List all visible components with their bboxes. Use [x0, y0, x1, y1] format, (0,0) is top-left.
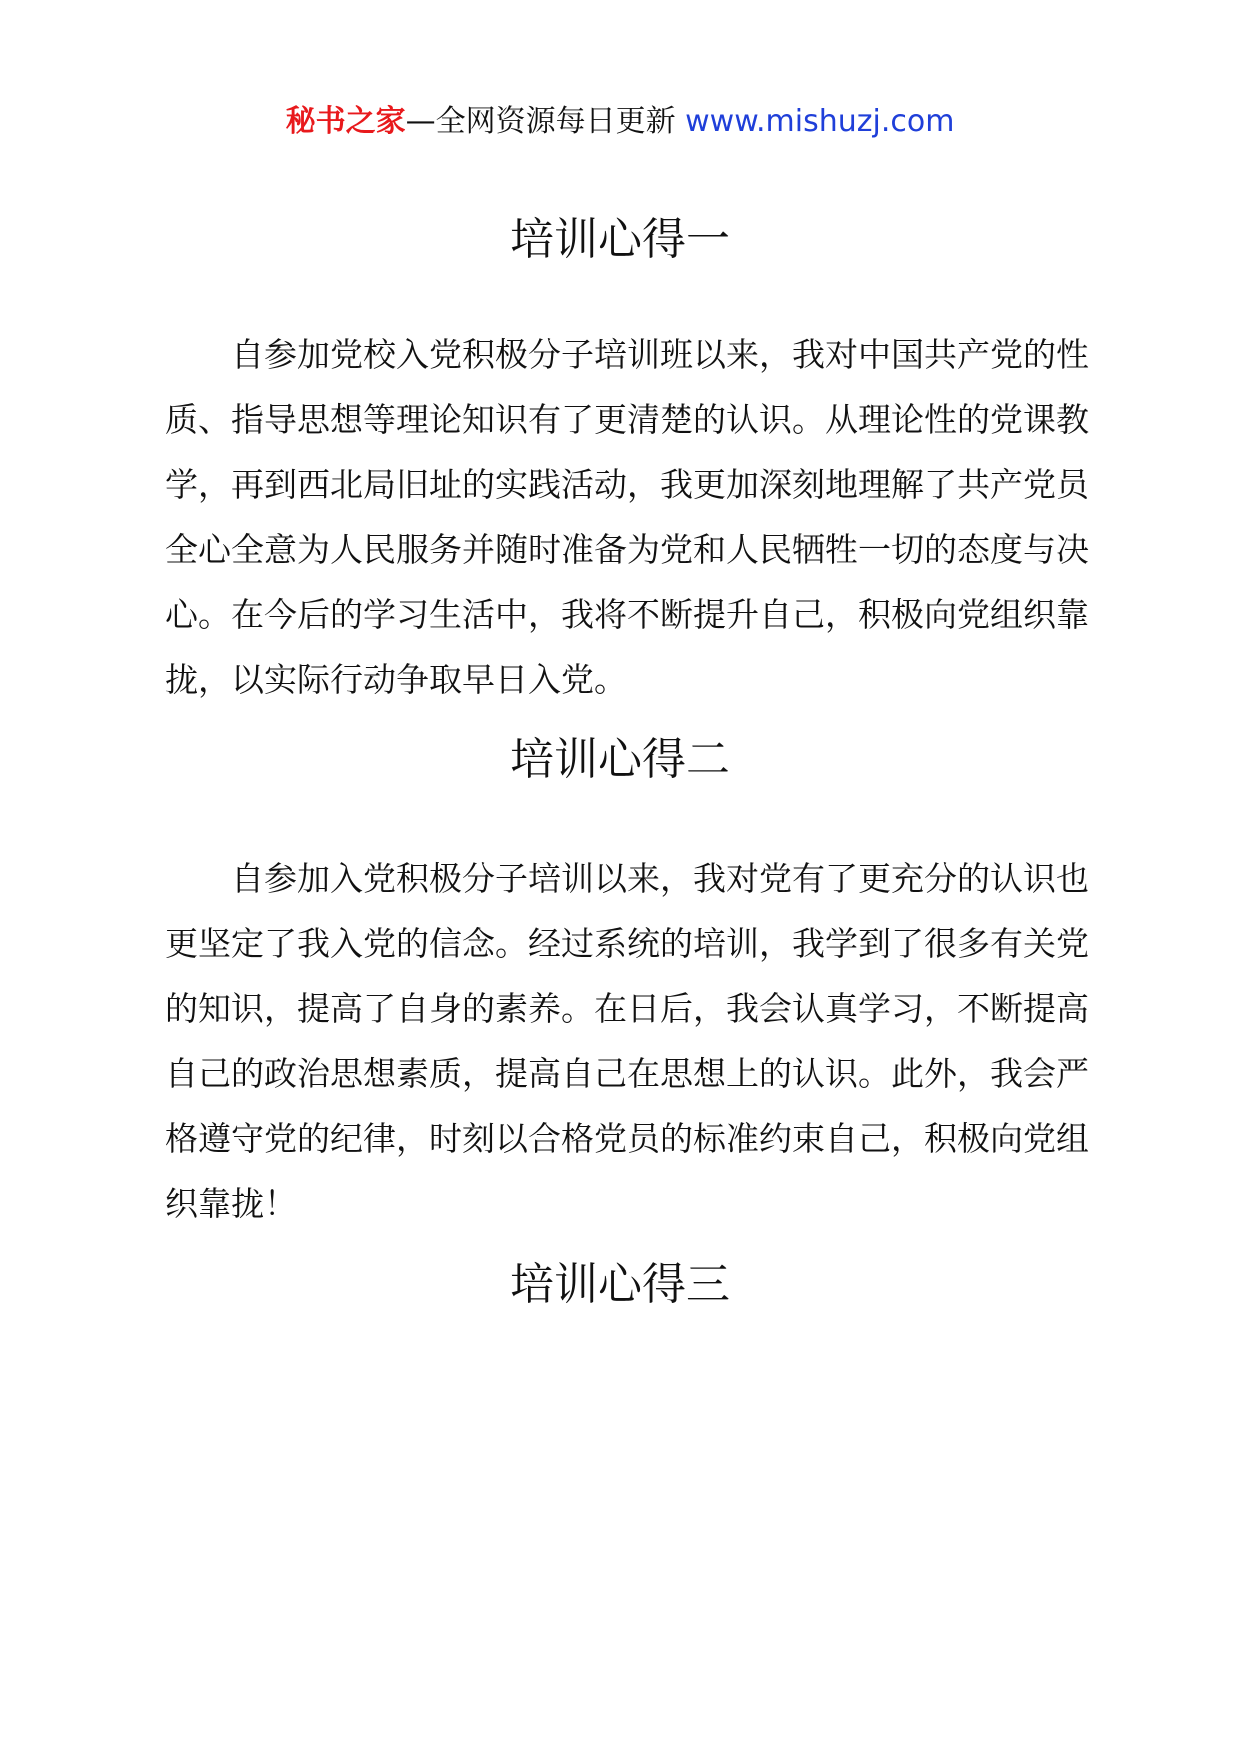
brand-name: 秘书之家	[285, 104, 406, 139]
header-slogan: —全网资源每日更新	[405, 104, 676, 139]
section-title-3: 培训心得三	[510, 1259, 730, 1310]
section-body-2: 自参加入党积极分子培训以来，我对党有了更充分的认识也更坚定了我入党的信念。经过系统的培训，我学到了很多有关党的知识，提高了自身的素养。在日后，我会认真学习，不断提高自己的政治思想素质，提高自己在思想上的认识。此外，我会严格遵守党的纪律，时刻以合格党员的标准约束自己，积极向党组织靠拢！	[165, 859, 1089, 1223]
section-title-2: 培训心得二	[510, 734, 730, 785]
site-header	[0, 100, 1240, 144]
site-url[interactable]: www.mishuzj.com	[685, 104, 955, 139]
section-body-1: 自参加党校入党积极分子培训班以来，我对中国共产党的性质、指导思想等理论知识有了更清楚的认识。从理论性的党课教学，再到西北局旧址的实践活动，我更加深刻地理解了共产党员全心全意为人民服务并随时准备为党和人民牺牲一切的态度与决心。在今后的学习生活中，我将不断提升自己，积极向党组织靠拢，以实际行动争取早日入党。	[165, 335, 1089, 699]
section-title-1: 培训心得一	[510, 214, 730, 265]
